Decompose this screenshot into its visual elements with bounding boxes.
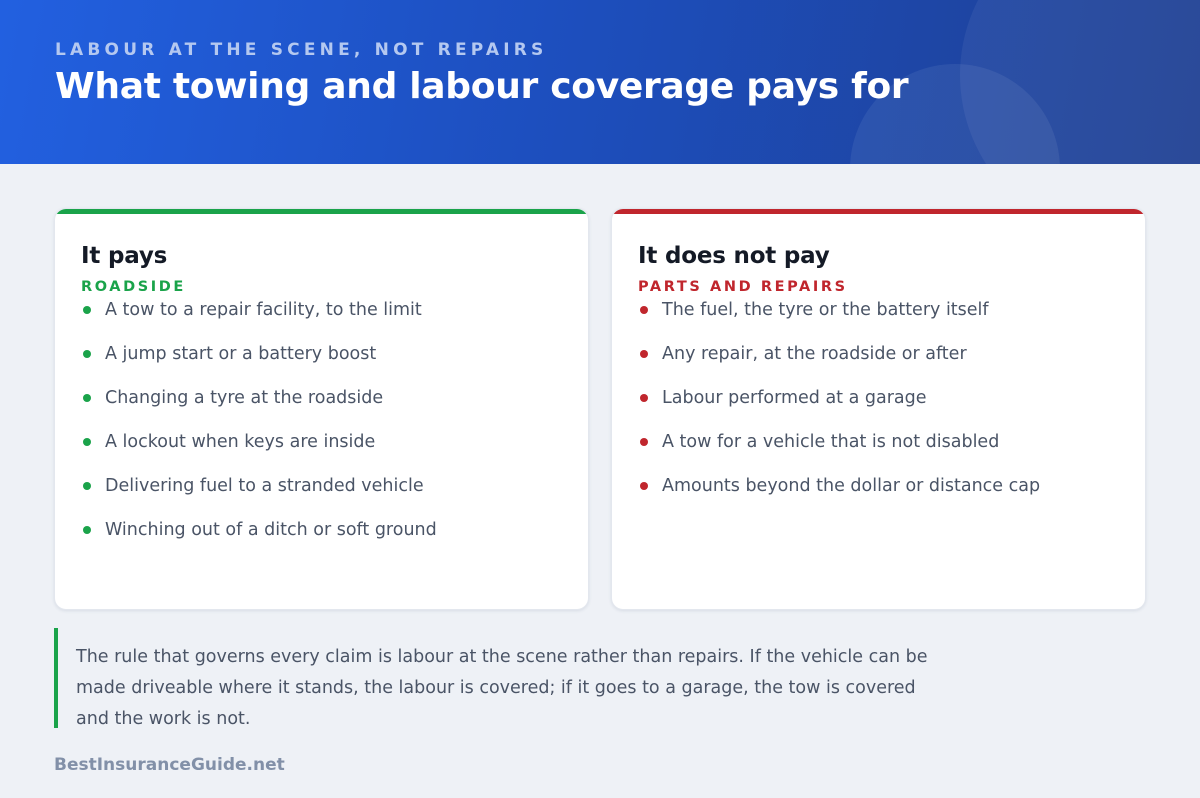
eyebrow-text: LABOUR AT THE SCENE, NOT REPAIRS (55, 40, 548, 60)
bullet-dot-icon (640, 350, 648, 358)
rule-note-text: The rule that governs every claim is labour at the scene rather than repairs. If the vehicle can be made driveable where it stands, the labour is covered; if it goes to a garage, the tow is covered and the work is not. (76, 647, 928, 729)
list-item-text: Delivering fuel to a stranded vehicle (105, 476, 424, 496)
list-item (81, 519, 437, 563)
list-item-text: Any repair, at the roadside or after (662, 344, 967, 364)
list-item (638, 431, 1040, 475)
footer-brand: BestInsuranceGuide.net (54, 755, 285, 775)
list-item-text: The fuel, the tyre or the battery itself (662, 300, 989, 320)
list-item (81, 431, 437, 475)
card-accent-bar (55, 209, 588, 214)
list-item-text: Changing a tyre at the roadside (105, 388, 384, 408)
not-pays-card-subtitle: PARTS AND REPAIRS (638, 279, 848, 295)
list-item (81, 387, 437, 431)
bullet-dot-icon (83, 306, 91, 314)
pays-card (54, 208, 589, 610)
list-item-text: A tow to a repair facility, to the limit (105, 300, 422, 320)
list-item (81, 343, 437, 387)
list-item (81, 475, 437, 519)
list-item (81, 299, 437, 343)
list-item (638, 299, 1040, 343)
list-item-text: Winching out of a ditch or soft ground (105, 520, 437, 540)
bullet-dot-icon (640, 438, 648, 446)
list-item-text: Labour performed at a garage (662, 388, 927, 408)
header-banner (0, 0, 1200, 164)
list-item (638, 387, 1040, 431)
bullet-dot-icon (83, 394, 91, 402)
list-item (638, 343, 1040, 387)
bullet-dot-icon (83, 482, 91, 490)
list-item (638, 475, 1040, 519)
pays-card-subtitle: ROADSIDE (81, 279, 186, 295)
pays-list (81, 299, 437, 563)
pays-card-title: It pays (81, 243, 168, 269)
list-item-text: A tow for a vehicle that is not disabled (662, 432, 1000, 452)
rule-note (54, 628, 954, 728)
not-pays-list (638, 299, 1040, 519)
bullet-dot-icon (640, 394, 648, 402)
not-pays-card (611, 208, 1146, 610)
bullet-dot-icon (83, 350, 91, 358)
list-item-text: Amounts beyond the dollar or distance cap (662, 476, 1041, 496)
bullet-dot-icon (640, 306, 648, 314)
bullet-dot-icon (83, 438, 91, 446)
bullet-dot-icon (83, 526, 91, 534)
list-item-text: A lockout when keys are inside (105, 432, 376, 452)
bullet-dot-icon (640, 482, 648, 490)
list-item-text: A jump start or a battery boost (105, 344, 377, 364)
not-pays-card-title: It does not pay (638, 243, 830, 269)
page-title: What towing and labour coverage pays for (55, 66, 909, 107)
card-accent-bar (612, 209, 1145, 214)
